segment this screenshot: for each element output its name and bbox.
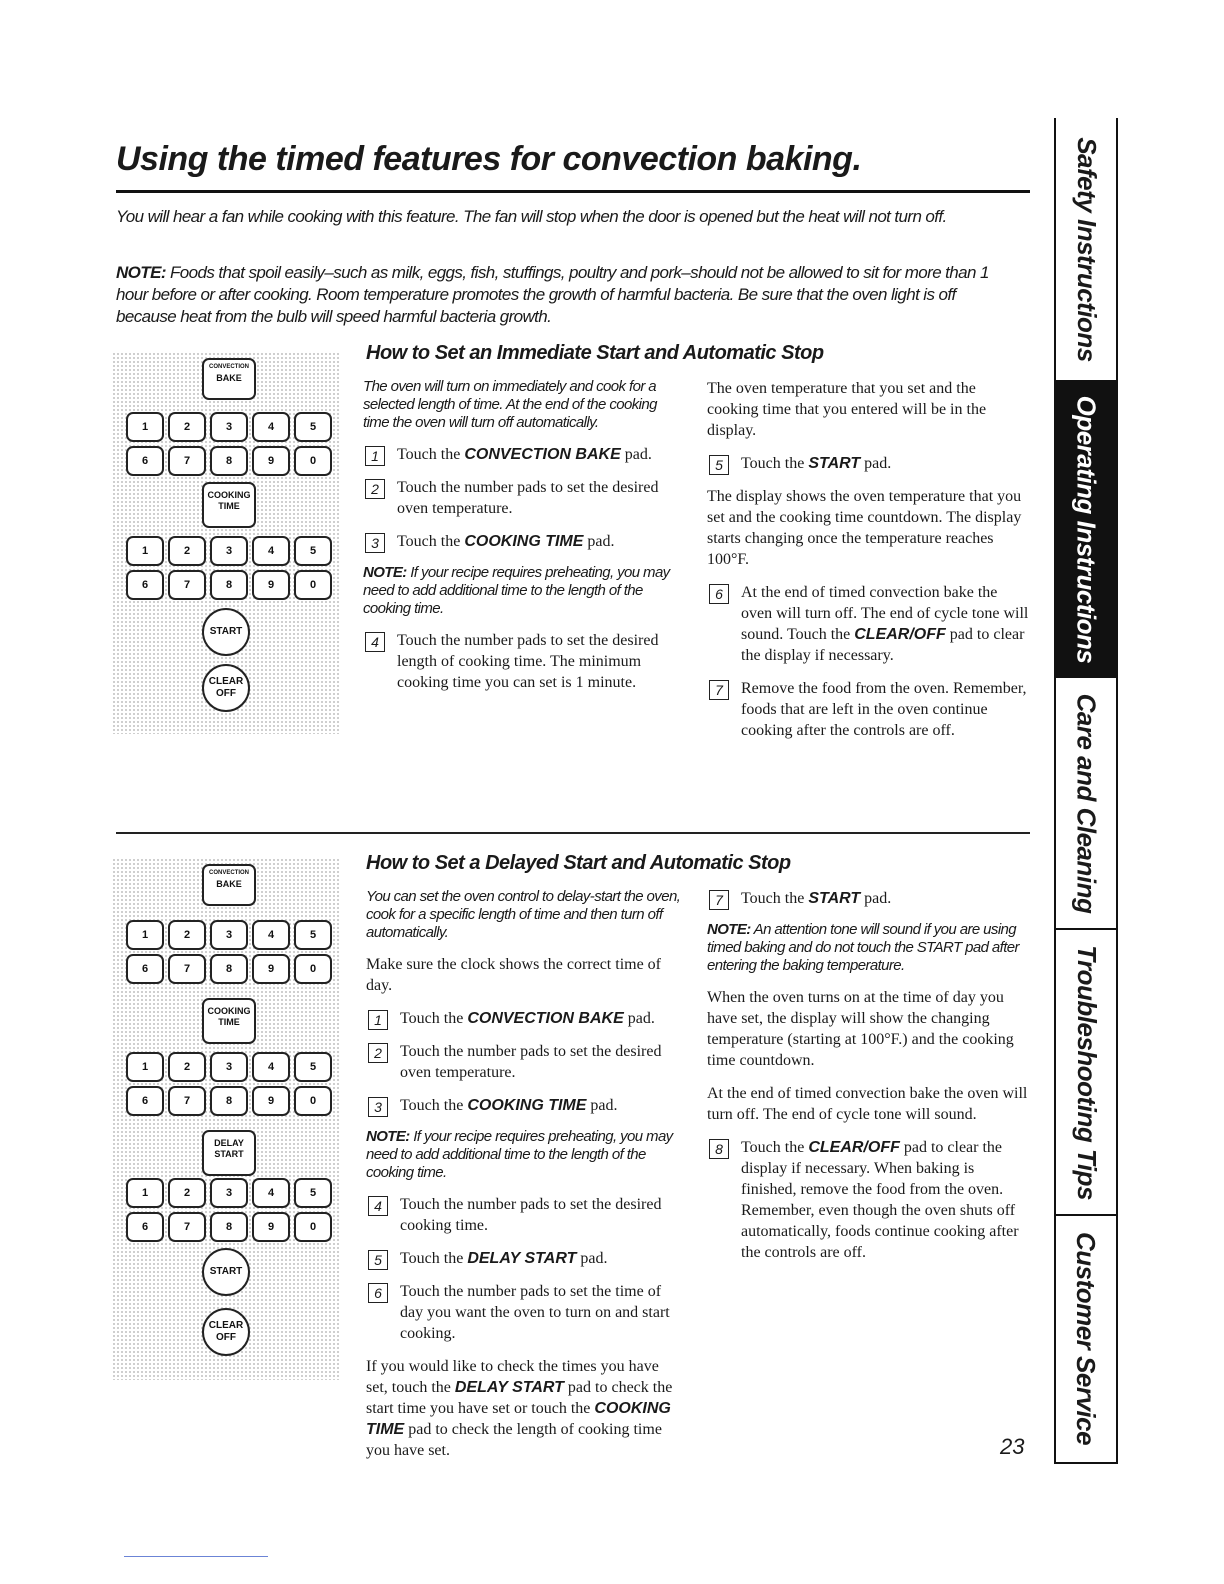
step-text: Touch the — [400, 1010, 468, 1027]
number-key: 8 — [210, 1086, 248, 1116]
step-text: pad. — [586, 1097, 618, 1114]
number-key: 4 — [252, 412, 290, 442]
tab-label: Customer Service — [1071, 1231, 1102, 1445]
number-key: 5 — [294, 1178, 332, 1208]
number-key: 9 — [252, 954, 290, 984]
step-number: 6 — [368, 1283, 388, 1303]
step-8 — [707, 1137, 1033, 1263]
number-key: 9 — [252, 1212, 290, 1242]
tab-care-and-cleaning[interactable] — [1056, 678, 1116, 928]
step-number: 6 — [709, 584, 729, 604]
cooking-time-key — [202, 482, 256, 528]
preheat-note — [366, 1128, 684, 1182]
number-key: 9 — [252, 1086, 290, 1116]
step-text: Touch the number pads to set the time of day you want the oven to turn on and start cooking. — [400, 1283, 670, 1342]
number-key: 5 — [294, 536, 332, 566]
number-key: 7 — [168, 954, 206, 984]
step-text: Touch the number pads to set the desired length of cooking time. The minimum cooking time you can set is 1 minute. — [397, 632, 659, 691]
turns-on-para: When the oven turns on at the time of day you have set, the display will show the changing temperature (starting at 100°F.) and the cooking time countdown. — [707, 989, 1014, 1069]
number-key: 7 — [168, 570, 206, 600]
convection-bake-key — [202, 358, 256, 400]
step-3 — [366, 1095, 684, 1116]
step-number: 4 — [368, 1196, 388, 1216]
key-line: COOKING — [207, 1006, 251, 1016]
food-safety-note — [116, 262, 996, 328]
clear-off-key — [202, 1308, 250, 1356]
footer-line — [124, 1556, 268, 1557]
step-number: 8 — [709, 1139, 729, 1159]
step-7 — [707, 888, 1033, 909]
note-text: An attention tone will sound if you are using timed baking and do not touch the START pad after entering the baking temperature. — [707, 921, 1019, 974]
section2-column-left — [366, 888, 684, 1473]
step-5 — [707, 453, 1029, 474]
key-line: OFF — [216, 688, 236, 699]
number-key: 0 — [294, 570, 332, 600]
number-key: 2 — [168, 536, 206, 566]
key-line: COOKING — [207, 490, 251, 500]
attention-tone-note — [707, 921, 1033, 975]
number-key: 2 — [168, 920, 206, 950]
step-4 — [363, 630, 685, 693]
tab-label: Troubleshooting Tips — [1071, 944, 1102, 1200]
step-1 — [363, 444, 685, 465]
step-4 — [366, 1194, 684, 1236]
number-key: 9 — [252, 446, 290, 476]
number-key: 4 — [252, 536, 290, 566]
step-number: 3 — [365, 533, 385, 553]
step-2 — [363, 477, 685, 519]
number-key: 5 — [294, 1052, 332, 1082]
start-key — [202, 608, 250, 656]
section2-intro: You can set the oven control to delay-start the oven, cook for a specific length of time and then turn off automatically. — [366, 888, 681, 941]
page-number: 23 — [1000, 1434, 1025, 1459]
step-text: pad. — [860, 455, 892, 472]
key-name: START — [808, 890, 861, 907]
number-key: 5 — [294, 412, 332, 442]
number-key: 8 — [210, 954, 248, 984]
delay-start-key — [202, 1130, 256, 1176]
step-text: Touch the — [397, 446, 465, 463]
key-name: CONVECTION BAKE — [467, 1010, 624, 1027]
note-text: If your recipe requires preheating, you may need to add additional time to the length of the cooking time. — [366, 1128, 673, 1181]
tab-safety-instructions[interactable] — [1056, 118, 1116, 380]
key-line: TIME — [218, 1017, 240, 1027]
number-key: 4 — [252, 1178, 290, 1208]
end-of-bake-para: At the end of timed convection bake the oven will turn off. The end of cycle tone will sound. — [707, 1085, 1028, 1123]
step-text: Touch the — [741, 1139, 809, 1156]
key-label: START — [209, 1266, 243, 1277]
number-key: 0 — [294, 1086, 332, 1116]
key-line: DELAY — [214, 1138, 244, 1148]
start-key — [202, 1248, 250, 1296]
tab-label: Care and Cleaning — [1071, 693, 1102, 913]
tab-customer-service[interactable] — [1056, 1216, 1116, 1460]
keypad-illustration-2 — [112, 858, 340, 1380]
step-text: Touch the — [400, 1097, 468, 1114]
key-name: CONVECTION BAKE — [464, 446, 621, 463]
note-text: If your recipe requires preheating, you may need to add additional time to the length of the cooking time. — [363, 564, 670, 617]
clock-para: Make sure the clock shows the correct time of day. — [366, 956, 662, 994]
key-label: START — [209, 626, 243, 637]
number-key: 1 — [126, 536, 164, 566]
cooking-time-key — [202, 998, 256, 1044]
key-name: COOKING TIME — [467, 1097, 587, 1114]
step-1 — [366, 1008, 684, 1029]
key-name: COOKING TIME — [366, 1400, 671, 1438]
step-3 — [363, 531, 685, 552]
tab-label: Operating Instructions — [1071, 395, 1102, 663]
note-label: NOTE: — [707, 921, 751, 938]
step-text: Touch the number pads to set the desired oven temperature. — [400, 1043, 662, 1081]
display-para-2: The display shows the oven temperature that you set and the cooking time countdown. The display starts changing once the temperature reaches 100°F. — [707, 488, 1022, 568]
key-line: BAKE — [216, 373, 242, 383]
key-name: CLEAR/OFF — [854, 626, 946, 643]
section-divider — [116, 832, 1030, 834]
key-line: OFF — [216, 1332, 236, 1343]
tab-operating-instructions[interactable] — [1056, 380, 1116, 678]
step-text: pad. — [583, 533, 615, 550]
number-key: 2 — [168, 1052, 206, 1082]
number-key: 8 — [210, 446, 248, 476]
step-number: 7 — [709, 680, 729, 700]
section1-column-left — [363, 378, 685, 705]
key-name: COOKING TIME — [464, 533, 584, 550]
step-number: 7 — [709, 890, 729, 910]
number-key: 1 — [126, 1052, 164, 1082]
step-text: pad. — [576, 1250, 608, 1267]
key-name: DELAY START — [467, 1250, 577, 1267]
key-line: START — [214, 1149, 244, 1159]
section2-heading: How to Set a Delayed Start and Automatic Stop — [366, 852, 791, 874]
title-rule — [116, 190, 1030, 193]
step-number: 2 — [368, 1043, 388, 1063]
number-key: 6 — [126, 1086, 164, 1116]
note-label: NOTE: — [116, 263, 166, 282]
step-number: 3 — [368, 1097, 388, 1117]
step-number: 5 — [368, 1250, 388, 1270]
number-key: 2 — [168, 1178, 206, 1208]
number-key: 4 — [252, 1052, 290, 1082]
section1-column-right — [707, 378, 1029, 753]
number-key: 1 — [126, 1178, 164, 1208]
section2-column-right — [707, 888, 1033, 1275]
tab-label: Safety Instructions — [1071, 136, 1102, 362]
section-tabs — [1054, 118, 1118, 1464]
number-key: 6 — [126, 954, 164, 984]
step-6 — [707, 582, 1029, 666]
para-text: pad to check the start time you have set or touch the — [366, 1379, 673, 1417]
step-text: Touch the — [397, 533, 465, 550]
note-label: NOTE: — [366, 1128, 410, 1145]
number-key: 7 — [168, 1086, 206, 1116]
number-key: 6 — [126, 1212, 164, 1242]
key-line: CONVECTION — [208, 870, 249, 876]
note-label: NOTE: — [363, 564, 407, 581]
para-text: If you would like to check the times you have set, touch the — [366, 1358, 659, 1396]
step-text: Touch the — [741, 890, 809, 907]
step-text: Remove the food from the oven. Remember, foods that are left in the oven continue cooking after the controls are off. — [741, 680, 1027, 739]
number-key: 8 — [210, 1212, 248, 1242]
number-key: 4 — [252, 920, 290, 950]
display-para-1: The oven temperature that you set and the cooking time that you entered will be in the display. — [707, 380, 987, 439]
number-key: 9 — [252, 570, 290, 600]
tab-troubleshooting-tips[interactable] — [1056, 930, 1116, 1214]
number-key: 0 — [294, 954, 332, 984]
number-key: 0 — [294, 446, 332, 476]
number-key: 3 — [210, 1178, 248, 1208]
key-name: DELAY START — [454, 1379, 564, 1396]
number-key: 8 — [210, 570, 248, 600]
step-number: 1 — [368, 1010, 388, 1030]
para-text: pad to check the length of cooking time you have set. — [366, 1421, 662, 1459]
key-name: CLEAR/OFF — [808, 1139, 900, 1156]
step-number: 4 — [365, 632, 385, 652]
note-text: Foods that spoil easily–such as milk, eggs, fish, stuffings, poultry and pork–should not be allowed to sit for more than 1 hour before or after cooking. Room temperature promotes the growth of harmful bacteria. Be sure that the oven light is off because heat from the bulb will speed harmful bacteria growth. — [116, 263, 989, 326]
key-name: START — [808, 455, 861, 472]
step-6 — [366, 1281, 684, 1344]
key-line: CONVECTION — [208, 364, 249, 370]
step-5 — [366, 1248, 684, 1269]
step-text: pad to clear the display if necessary. — [741, 626, 1025, 664]
convection-bake-key — [202, 864, 256, 906]
key-line: CLEAR — [208, 1320, 244, 1331]
step-text: pad to clear the display if necessary. When baking is finished, remove the food from the oven. Remember, even though the oven shuts off automatically, foods continue cooking after the controls are off. — [741, 1139, 1019, 1261]
number-key: 6 — [126, 570, 164, 600]
step-number: 1 — [365, 446, 385, 466]
step-text: pad. — [623, 1010, 655, 1027]
number-key: 1 — [126, 920, 164, 950]
number-key: 3 — [210, 1052, 248, 1082]
number-key: 7 — [168, 1212, 206, 1242]
section1-intro: The oven will turn on immediately and cook for a selected length of time. At the end of the cooking time the oven will turn off automatically. — [363, 378, 657, 431]
check-times-para — [366, 1356, 684, 1461]
number-key: 0 — [294, 1212, 332, 1242]
page-title: Using the timed features for convection baking. — [116, 140, 862, 178]
step-2 — [366, 1041, 684, 1083]
step-number: 2 — [365, 479, 385, 499]
key-line: TIME — [218, 501, 240, 511]
intro-text: You will hear a fan while cooking with this feature. The fan will stop when the door is opened but the heat will not turn off. — [116, 207, 947, 226]
key-line: CLEAR — [208, 676, 244, 687]
number-key: 6 — [126, 446, 164, 476]
number-key: 7 — [168, 446, 206, 476]
section1-heading: How to Set an Immediate Start and Automatic Stop — [366, 342, 824, 364]
number-key: 1 — [126, 412, 164, 442]
step-text: pad. — [860, 890, 892, 907]
number-key: 2 — [168, 412, 206, 442]
step-number: 5 — [709, 455, 729, 475]
number-key: 3 — [210, 412, 248, 442]
step-text: pad. — [620, 446, 652, 463]
keypad-illustration-1 — [112, 352, 340, 734]
step-7 — [707, 678, 1029, 741]
key-line: BAKE — [216, 879, 242, 889]
step-text: Touch the — [741, 455, 809, 472]
preheat-note — [363, 564, 685, 618]
number-key: 5 — [294, 920, 332, 950]
step-text: Touch the number pads to set the desired cooking time. — [400, 1196, 662, 1234]
number-key: 3 — [210, 536, 248, 566]
step-text: Touch the — [400, 1250, 468, 1267]
number-key: 3 — [210, 920, 248, 950]
step-text: At the end of timed convection bake the oven will turn off. The end of cycle tone will sound. Touch the — [741, 584, 1029, 643]
clear-off-key — [202, 664, 250, 712]
step-text: Touch the number pads to set the desired oven temperature. — [397, 479, 659, 517]
